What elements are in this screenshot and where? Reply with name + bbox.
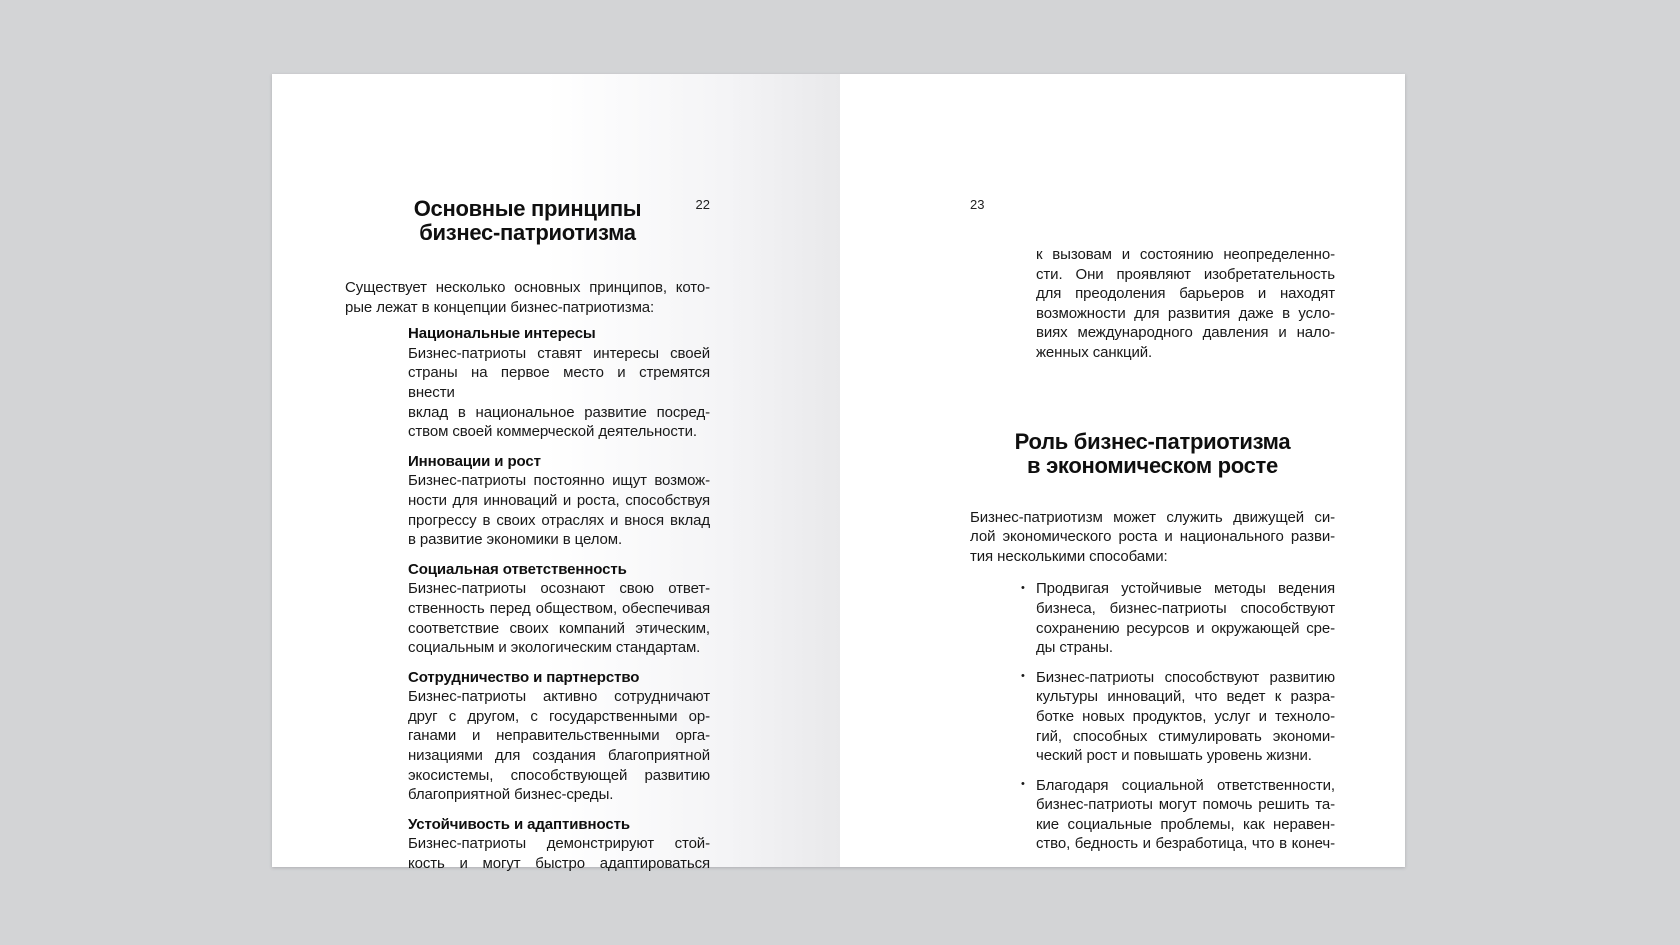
principle-block bbox=[408, 324, 710, 442]
text-line: ботке новых продуктов, услуг и техноло- bbox=[1036, 707, 1335, 725]
bullet-list bbox=[970, 579, 1335, 854]
text-line: Продвигая устойчивые методы ведения bbox=[1036, 580, 1335, 598]
text-line: экосистемы, способствующей развитию bbox=[408, 766, 710, 784]
text-line: низациями для создания благоприятной bbox=[408, 747, 710, 765]
text-line: ческий рост и повышать уровень жизни. bbox=[1036, 747, 1312, 765]
text-line: Бизнес-патриоты активно сотрудничают bbox=[408, 688, 710, 706]
text-line: гий, способных стимулировать экономи- bbox=[1036, 727, 1335, 745]
text-line: прогрессу в своих отраслях и внося вклад bbox=[408, 511, 710, 529]
principle-heading: Инновации и рост bbox=[408, 452, 541, 470]
text-line: Бизнес-патриоты способствуют развитию bbox=[1036, 668, 1335, 686]
page-number-left: 22 bbox=[695, 197, 710, 212]
bullet-text bbox=[1036, 668, 1335, 766]
principle-body bbox=[408, 471, 710, 549]
text-line: социальным и экологическим стандартам. bbox=[408, 639, 701, 657]
book-spread bbox=[272, 74, 1405, 873]
text-line: ды страны. bbox=[1036, 639, 1113, 657]
text-line: Бизнес-патриоты постоянно ищут возмож- bbox=[408, 472, 710, 490]
text-line: Существует несколько основных принципов, кото- bbox=[345, 279, 710, 296]
text-line: кие социальные проблемы, как неравен- bbox=[1036, 815, 1335, 833]
text-line: рые лежат в концепции бизнес-патриотизма: bbox=[345, 298, 655, 316]
text-line: ственность перед обществом, обеспечивая bbox=[408, 599, 710, 617]
text-line: Основные принципы bbox=[413, 196, 642, 221]
text-line: для преодоления барьеров и находят bbox=[1036, 285, 1335, 303]
bullet-dot-icon: • bbox=[1021, 670, 1025, 683]
text-line: благоприятной бизнес-среды. bbox=[408, 786, 614, 804]
principle-body bbox=[408, 834, 710, 873]
principle-heading: Социальная ответственность bbox=[408, 560, 627, 578]
text-line: ности для инноваций и роста, способствуя bbox=[408, 491, 710, 509]
text-line: женных санкций. bbox=[1036, 343, 1153, 361]
text-line: в развитие экономики в целом. bbox=[408, 531, 623, 549]
intro-paragraph bbox=[345, 278, 710, 317]
principle-block bbox=[408, 560, 710, 658]
continuation-paragraph bbox=[1036, 245, 1335, 363]
principle-body bbox=[408, 687, 710, 805]
text-line: сохранению ресурсов и окружающей сре- bbox=[1036, 619, 1335, 637]
bullet-text bbox=[1036, 579, 1335, 657]
text-line: Бизнес-патриоты осознают свою ответ- bbox=[408, 580, 710, 598]
bullet-dot-icon: • bbox=[1021, 581, 1025, 594]
text-line: бизнес-патриотизма bbox=[419, 220, 636, 245]
text-line: в экономическом росте bbox=[1027, 452, 1278, 478]
page-number-right: 23 bbox=[970, 197, 985, 212]
page-right bbox=[840, 74, 1405, 867]
left-text-column bbox=[345, 197, 710, 874]
lead-paragraph bbox=[970, 508, 1335, 567]
text-line: Роль бизнес-патриотизма bbox=[1014, 428, 1291, 454]
right-text-column bbox=[970, 245, 1335, 854]
text-line: друг с другом, с государственными ор- bbox=[408, 707, 710, 725]
text-line: возможности для развития даже в усло- bbox=[1036, 304, 1335, 322]
bullet-item bbox=[1021, 579, 1335, 657]
principle-heading: Устойчивость и адаптивность bbox=[408, 815, 630, 833]
text-line: кость и могут быстро адаптироваться bbox=[408, 855, 710, 873]
chapter-title bbox=[345, 197, 710, 245]
text-line: лой экономического роста и национального разви- bbox=[970, 528, 1335, 546]
text-line: ством своей коммерческой деятельности. bbox=[408, 423, 697, 441]
bullet-dot-icon: • bbox=[1021, 778, 1025, 791]
text-line: сти. Они проявляют изобретательность bbox=[1036, 265, 1335, 283]
text-line: Бизнес-патриотизм может служить движущей си- bbox=[970, 508, 1335, 526]
bullet-item bbox=[1021, 668, 1335, 766]
text-line: Бизнес-патриоты демонстрируют стой- bbox=[408, 835, 710, 853]
text-line: к вызовам и состоянию неопределенно- bbox=[1036, 246, 1335, 263]
principle-heading: Национальные интересы bbox=[408, 325, 596, 343]
bullet-text bbox=[1036, 776, 1335, 854]
text-line: Бизнес-патриоты ставят интересы своей bbox=[408, 344, 710, 362]
section-title bbox=[970, 430, 1335, 478]
principle-body bbox=[408, 579, 710, 657]
text-line: культуры инноваций, что ведет к разра- bbox=[1036, 688, 1335, 706]
text-line: страны на первое место и стремятся внести bbox=[408, 364, 710, 401]
principle-block bbox=[408, 815, 710, 874]
text-line: тия несколькими способами: bbox=[970, 547, 1168, 565]
text-line: виях международного давления и нало- bbox=[1036, 324, 1335, 342]
text-line: Благодаря социальной ответственности, bbox=[1036, 776, 1335, 794]
text-line: бизнес-патриоты могут помочь решить та- bbox=[1036, 796, 1335, 814]
principle-body bbox=[408, 344, 710, 442]
principles-list bbox=[345, 324, 710, 873]
principle-block bbox=[408, 452, 710, 550]
text-line: соответствие своих компаний этическим, bbox=[408, 619, 710, 637]
text-line: ганами и неправительственными орга- bbox=[408, 727, 710, 745]
text-line: вклад в национальное развитие посред- bbox=[408, 403, 710, 421]
text-line: ство, бедность и безработица, что в конеч- bbox=[1036, 835, 1335, 853]
principle-block bbox=[408, 668, 710, 805]
page-left bbox=[272, 74, 840, 873]
text-line: бизнеса, бизнес-патриоты способствуют bbox=[1036, 599, 1335, 617]
principle-heading: Сотрудничество и партнерство bbox=[408, 668, 640, 686]
bullet-item bbox=[1021, 776, 1335, 854]
